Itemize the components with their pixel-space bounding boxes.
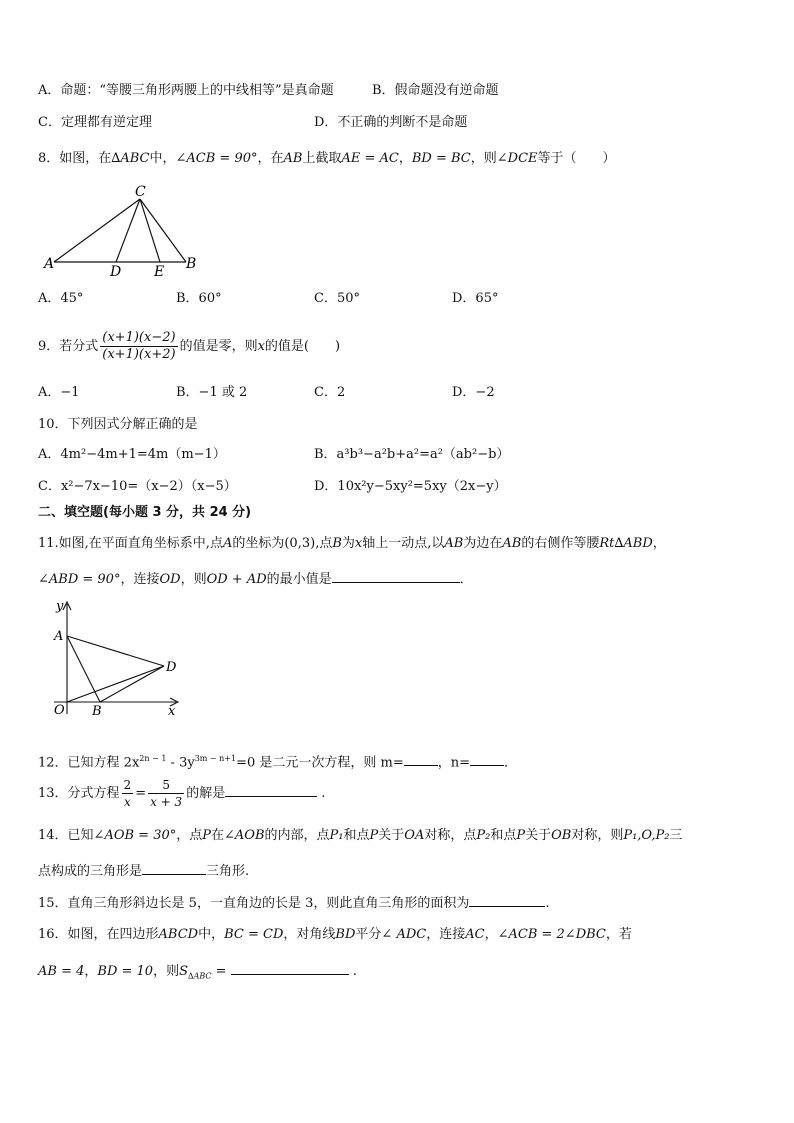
q11-segment-ad xyxy=(67,636,164,666)
q7-option-a: A．命题：“等腰三角形两腰上的中线相等”是真命题 xyxy=(38,83,334,98)
q12-m-blank[interactable] xyxy=(404,753,438,766)
q15-stem: 15．直角三角形斜边长是 5，一直角边的长是 3，则此直角三角形的面积为 . xyxy=(38,896,550,911)
q8-segment-ce xyxy=(140,199,160,262)
q16-line1: 16．如图，在四边形ABCD中，BC = CD，对角线BD平分∠ ADC，连接AC，∠ACB = 2∠DBC，若 xyxy=(38,927,632,942)
q8-label-c: C xyxy=(135,184,146,200)
q10-stem: 10．下列因式分解正确的是 xyxy=(38,417,198,432)
q11-segment-od xyxy=(67,666,164,702)
q8-option-c: C．50° xyxy=(314,291,360,306)
q8-label-e: E xyxy=(154,264,165,278)
q8-option-a: A．45° xyxy=(38,291,84,306)
q13-stem: 13．分式方程 $\frac{2}{x}$ = $\frac{5}{x + 3}$ 的解是 . xyxy=(38,778,326,809)
q11-label-a: A xyxy=(54,629,64,644)
q16-line2: AB = 4，BD = 10，则$S_{\Delta ABC}$ = . xyxy=(38,964,357,981)
q9-option-b: B．−1 或 2 xyxy=(176,385,248,400)
q15-answer-blank[interactable] xyxy=(469,894,545,907)
q8-label-d: D xyxy=(110,264,122,278)
q11-label-b: B xyxy=(92,704,102,718)
section-fill-in-heading: 二、填空题(每小题 3 分，共 24 分) xyxy=(38,505,252,520)
q11-answer-blank[interactable] xyxy=(332,570,460,583)
q8-segment-bc xyxy=(140,199,186,262)
q14-line1: 14．已知∠AOB = 30°，点P在∠AOB的内部，点P₁和点P关于OA对称，点P₂和点P关于OB对称，则P₁,O,P₂三 xyxy=(38,828,683,843)
q10-option-c: C．x²−7x−10=（x−2）（x−5） xyxy=(38,479,237,494)
q11-line2: ∠ABD = 90°，连接OD，则OD + AD的最小值是 ． xyxy=(38,572,473,587)
q8-label-b: B xyxy=(186,256,197,272)
q7-option-c: C．定理都有逆定理 xyxy=(38,115,152,130)
q7-option-d: D．不正确的判断不是命题 xyxy=(314,115,468,130)
q11-label-x: x xyxy=(168,704,176,718)
q8-option-d: D．65° xyxy=(452,291,499,306)
q13-fraction-left: $\frac{2}{x}$ xyxy=(123,778,132,809)
q9-option-a: A．−1 xyxy=(38,385,80,400)
q11-line1: 11.如图,在平面直角坐标系中,点A的坐标为(0,3),点B为x轴上一动点,以AB为边在AB的右侧作等腰Rt∆ABD， xyxy=(38,536,666,551)
q10-option-a: A．4m²−4m+1=4m（m−1） xyxy=(38,447,226,462)
q9-option-c: C．2 xyxy=(314,385,346,400)
q16-answer-blank[interactable] xyxy=(231,962,349,975)
q8-stem: 8．如图，在∆ABC中，∠ACB = 90°，在AB上截取AE = AC，BD = BC，则∠DCE等于（ ） xyxy=(38,151,616,166)
q11-label-o: O xyxy=(54,703,65,718)
q14-line2: 点构成的三角形是 三角形. xyxy=(38,864,250,879)
q9-option-d: D．−2 xyxy=(452,385,495,400)
q11-label-y: y xyxy=(56,599,64,614)
q10-option-b: B．a³b³−a²b+a²=a²（ab²−b） xyxy=(314,447,510,462)
q12-n-blank[interactable] xyxy=(470,753,504,766)
q14-answer-blank[interactable] xyxy=(142,862,206,875)
q10-option-d: D．10x²y−5xy²=5xy（2x−y） xyxy=(314,479,507,494)
q8-triangle-figure xyxy=(40,182,210,278)
q9-fraction: $\frac{(x+1)(x-2)}{(x+1)(x+2)}$ xyxy=(102,330,176,362)
q13-fraction-right: $\frac{5}{x + 3}$ xyxy=(150,778,183,809)
q12-stem: 12．已知方程 $2x^{2n - 1} - 3y^{3m - n+1}=0$ 是二元一次方程，则 m= ，n= ． xyxy=(38,754,518,771)
q8-label-a: A xyxy=(44,256,55,272)
q11-coordinate-figure xyxy=(44,596,194,718)
q13-answer-blank[interactable] xyxy=(225,784,317,797)
q11-segment-bd xyxy=(100,666,164,702)
q8-segment-ac xyxy=(54,199,140,262)
q7-option-b: B．假命题没有逆命题 xyxy=(372,83,499,98)
q9-stem: 9．若分式 $\frac{(x+1)(x-2)}{(x+1)(x+2)}$ 的值是零，则x的值是( ) xyxy=(38,330,341,362)
q8-option-b: B．60° xyxy=(176,291,222,306)
q11-label-d: D xyxy=(166,660,177,675)
